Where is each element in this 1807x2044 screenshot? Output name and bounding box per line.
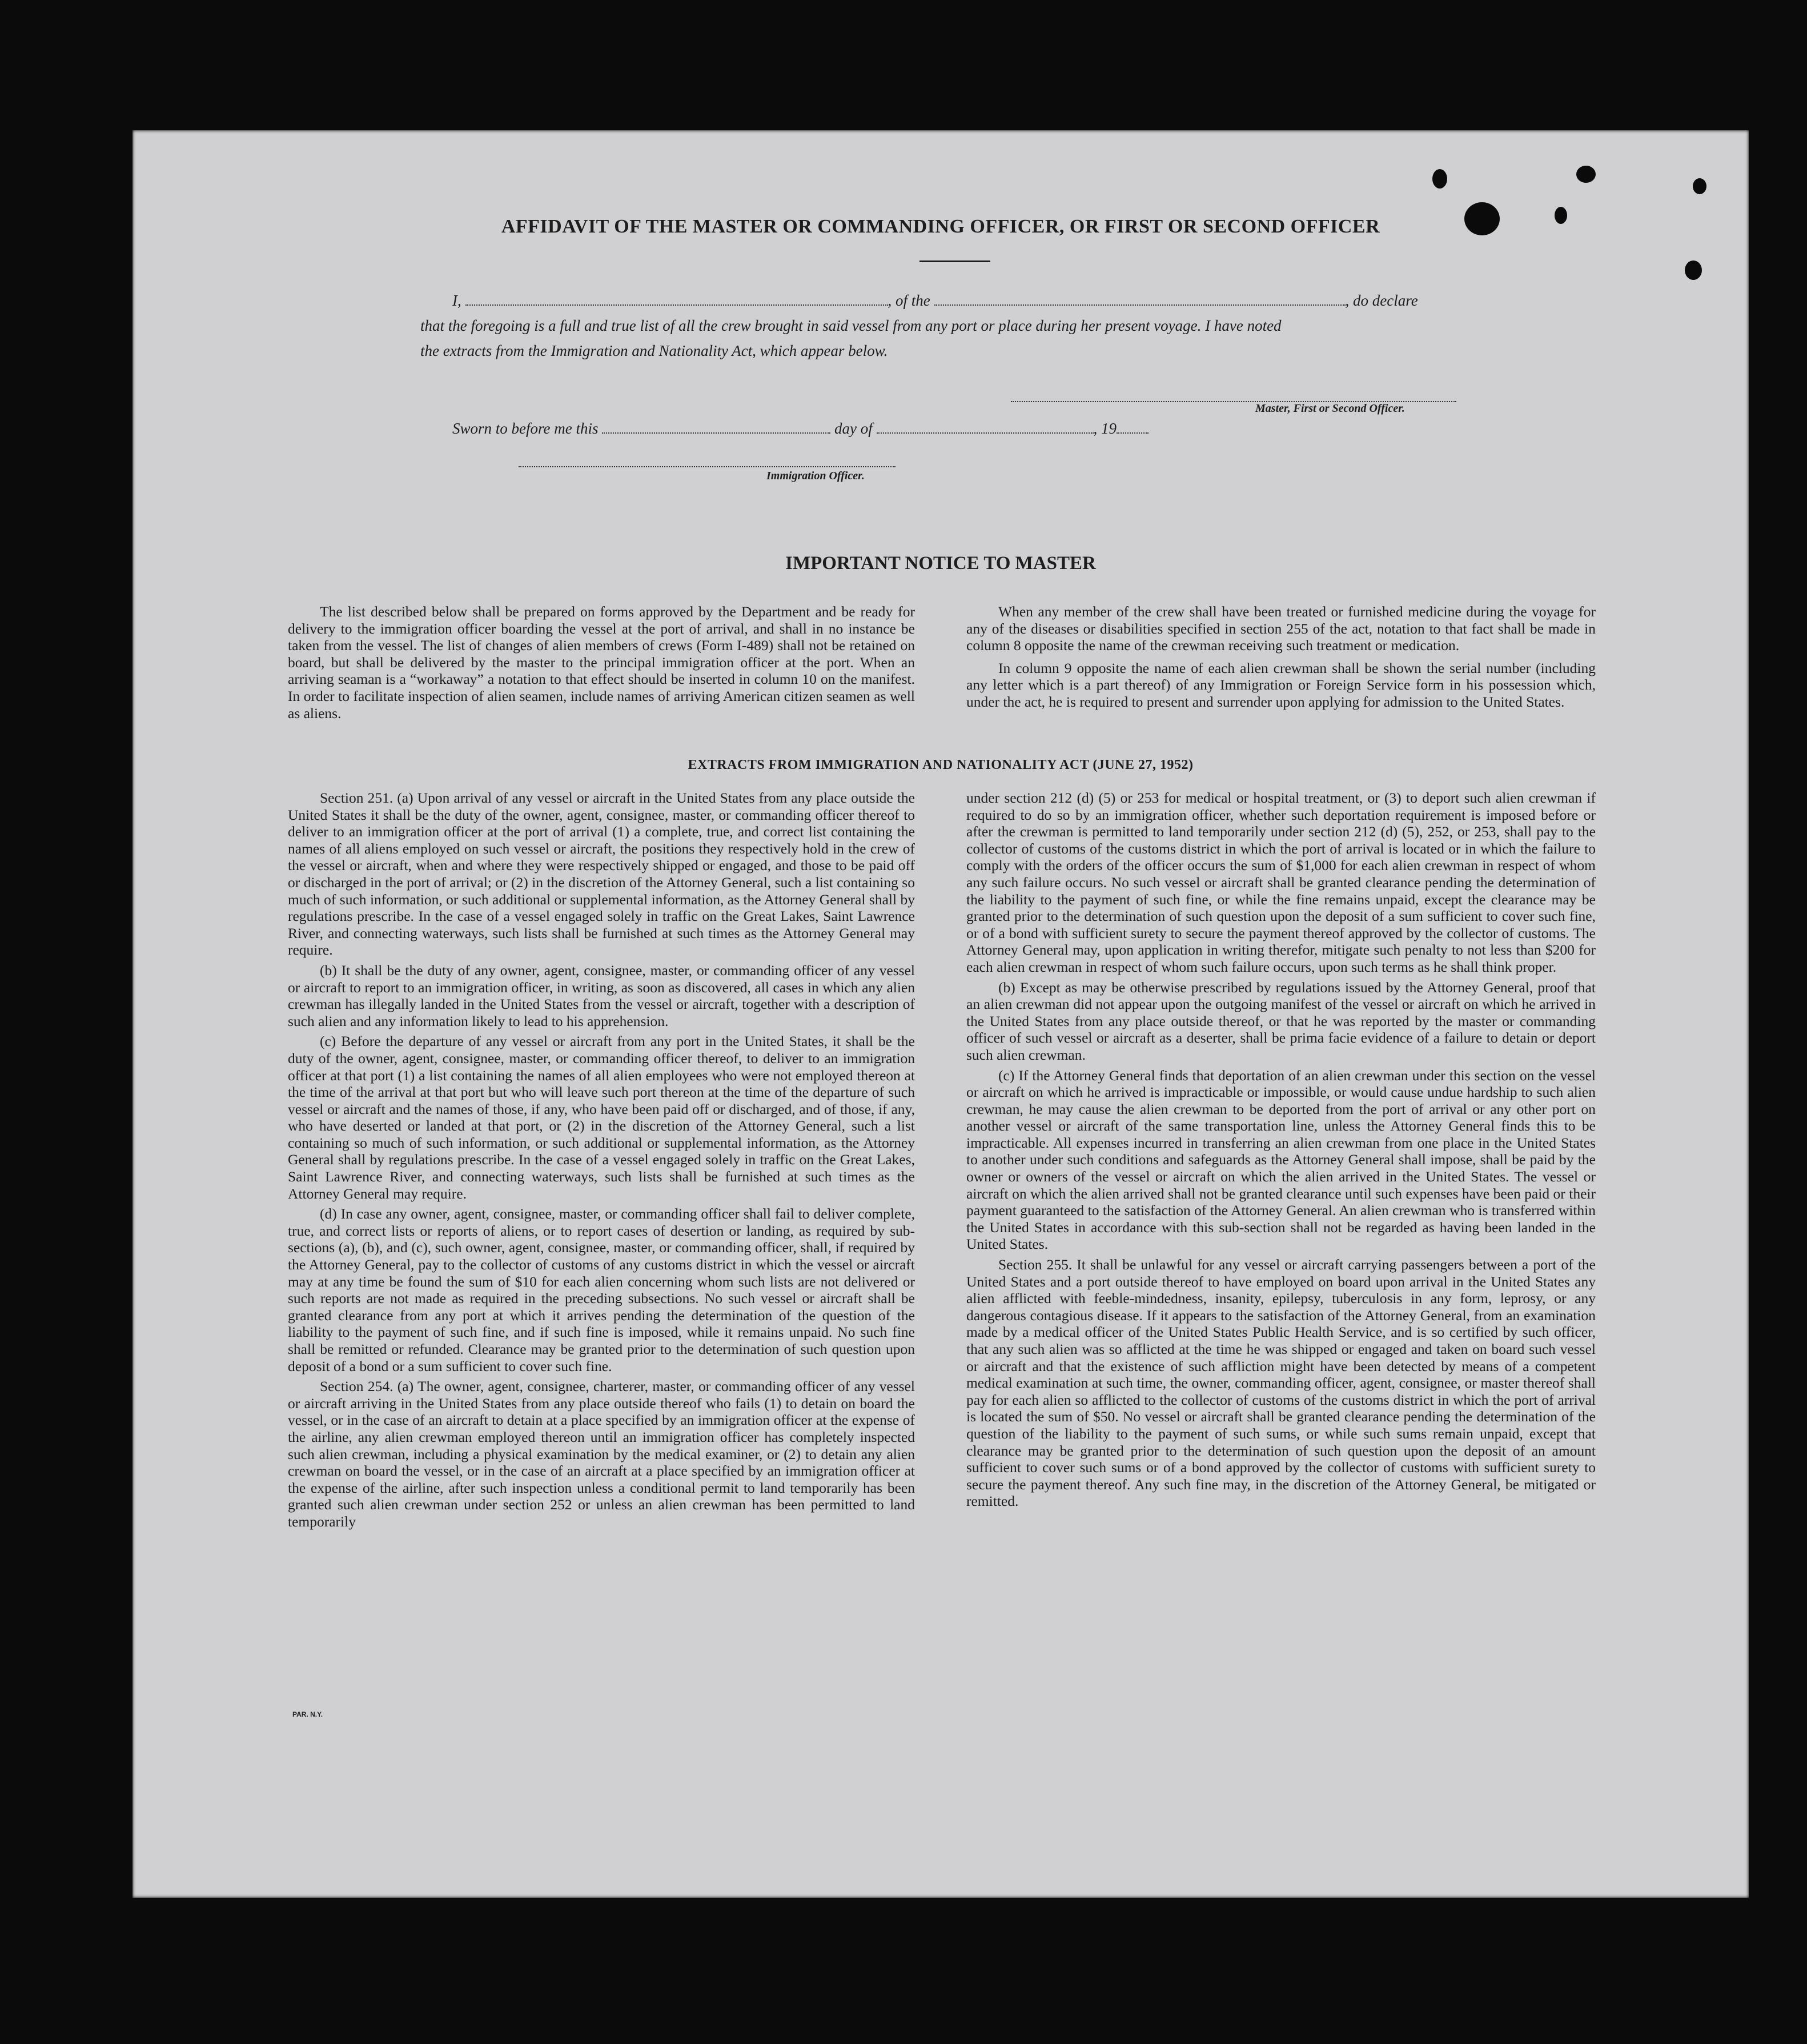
year-label: , 19: [1093, 420, 1117, 437]
sworn-line: [452, 416, 1149, 441]
section-paragraph: (b) Except as may be otherwise prescribed by regulations issued by the Attorney General, proof that an alien crewman did not appear upon the outgoing manifest of the vessel or aircraft on which he arrived in the United States from any place outside thereof, or that he was reported by the master or commanding officer of such vessel or aircraft as a deserter, shall be prima facie evidence of a failure to detain or deport such alien crewman.: [966, 979, 1596, 1063]
immigration-officer-line: [519, 460, 896, 467]
sworn-year-blank: [1117, 427, 1149, 434]
ink-spot: [1576, 166, 1596, 183]
day-of-label: day of: [834, 420, 873, 437]
notice-paragraph: In column 9 opposite the name of each alien crewman shall be shown the serial number (including any letter which is a part thereof) of any Immigration or Foreign Service form in his possession which, under the act, he is required to present and surrender upon applying for admission to the United States.: [966, 659, 1596, 710]
declaration-line-3: the extracts from the Immigration and Nationality Act, which appear below.: [420, 342, 888, 359]
extracts-left-column: [288, 789, 915, 1530]
section-paragraph: (c) Before the departure of any vessel or aircraft from any port in the United States, it shall be the duty of the owner, agent, consignee, master, or commanding officer thereof, to deliver to an immigration officer at that port (1) a list containing the names of all alien employees who were not employed thereon at the time of the arrival at that port but who will leave such port thereon at the time of the departure of such vessel or aircraft and the names of those, if any, who have been paid off or discharged, and of those, if any, who have deserted or landed at that port, or (2) in the discretion of the Attorney General, such a list containing so much of such information, or such additional or supplemental information, as the Attorney General shall by regulations prescribe. In the case of a vessel engaged solely in traffic on the Great Lakes, Saint Lawrence River, and connecting waterways, such lists shall be furnished at such times as the Attorney General may require.: [288, 1033, 915, 1202]
section-paragraph: under section 212 (d) (5) or 253 for medical or hospital treatment, or (3) to deport such alien crewman if required to do so by an immigration officer, whether such deportation requirement is imposed before or after the crewman is permitted to land temporarily under section 212 (d) (5), 252, or 253, shall pay to the collector of customs of the customs district in which the port of arrival is located or in which the failure to comply with the orders of the officer occurs the sum of $1,000 for each alien crewman in respect of whom any such failure occurs. No such vessel or aircraft shall be granted clearance pending the determination of the liability to the payment of such fine, or while the fine remains unpaid, except the clearance may be granted prior to the determination of such question upon the deposit of a sum sufficient to cover such fine, or of a bond with sufficient surety to secure the payment thereof approved by the collector of customs. The Attorney General may, upon application in writing therefor, mitigate such penalty to not less than $200 for each alien crewman in respect of whom such failure occurs, upon such terms as he shall think proper.: [966, 789, 1596, 975]
notice-paragraph: The list described below shall be prepared on forms approved by the Department and be ready for delivery to the immigration officer boarding the vessel at the port of arrival, and shall in no instance be taken from the vessel. The list of changes of alien members of crews (Form I-489) shall not be retained on board, but shall be delivered by the master to the principal immigration officer at the port. When an arriving seaman is a “workaway” a notation to that effect should be inserted in column 10 on the manifest. In order to facilitate inspection of alien seamen, include names of arriving American citizen seamen as well as aliens.: [288, 603, 915, 722]
sworn-label: Sworn to before me this: [452, 420, 599, 437]
ink-spot: [1432, 169, 1447, 189]
declare-label: , do declare: [1345, 292, 1418, 309]
section-paragraph: (c) If the Attorney General finds that deportation of an alien crewman under this section on the vessel or aircraft on which he arrived is impracticable or impossible, or would cause undue hardship to such alien crewman, he may cause the alien crewman to be deported from the port of arrival or any other port on another vessel or aircraft of the same transportation line, unless the Attorney General finds this to be impracticable. All expenses incurred in transferring an alien crewman from one place in the United States to another under such conditions and safeguards as the Attorney General shall impose, shall be paid by the owner or owners of the vessel or aircraft on which the alien arrived in the United States. The vessel or aircraft on which the alien arrived shall not be granted clearance until such expenses have been paid or their payment guaranteed to the satisfaction of the Attorney General. An alien crewman who is transferred within the United States in accordance with this sub-section shall not be regarded as having been landed in the United States.: [966, 1067, 1596, 1253]
section-paragraph: (d) In case any owner, agent, consignee, master, or commanding officer shall fail to deliver complete, true, and correct lists or reports of aliens, or to report cases of desertion or landing, as required by sub-sections (a), (b), and (c), such owner, agent, consignee, master, or commanding officer, shall, if required by the Attorney General, pay to the collector of customs of any customs district in which the vessel or aircraft may at any time be found the sum of $10 for each alien concerning whom such lists are not delivered or such reports are not made as required in the preceding subsections. No such vessel or aircraft shall be granted clearance from any port at which it arrives pending the determination of the question of the liability to the payment of such fine, and if such fine is imposed, while it remains unpaid. No such fine shall be remitted or refunded. Clearance may be granted prior to the determination of such question upon deposit of a bond or a sum sufficient to cover such fine.: [288, 1205, 915, 1374]
immigration-officer-caption: Immigration Officer.: [766, 470, 865, 482]
notice-title: IMPORTANT NOTICE TO MASTER: [785, 553, 1096, 574]
section-paragraph: Section 254. (a) The owner, agent, consignee, charterer, master, or commanding officer of any vessel or aircraft arriving in the United States from any place outside thereof who fails (1) to detain on board the vessel, or in the case of an aircraft to detain at a place specified by an immigration officer at the expense of the airline, any alien crewman employed thereon until an immigration officer has completely inspected such alien crewman, including a physical examination by the medical examiner, or (2) to detain any alien crewman on board the vessel, or in the case of an aircraft at a place specified by an immigration officer at the expense of the airline, after such inspection unless a conditional permit to land temporarily has been granted such alien crewman under section 252 or unless an alien crewman has been permitted to land temporarily: [288, 1378, 915, 1530]
declarant-label: I,: [452, 292, 461, 309]
section-paragraph: Section 251. (a) Upon arrival of any vessel or aircraft in the United States from any place outside the United States it shall be the duty of the owner, agent, consignee, master, or commanding officer thereof to deliver to an immigration officer at the port of arrival (1) a complete, true, and correct list containing the names of all aliens employed on such vessel or aircraft, the positions they respectively hold in the crew of the vessel or aircraft, when and where they were respectively shipped or engaged, and those to be paid off or discharged in the port of arrival; or (2) in the discretion of the Attorney General, such a list containing so much of such information, or such additional or supplemental information, as the Attorney General shall by regulations prescribe. In the case of a vessel engaged solely in traffic on the Great Lakes, Saint Lawrence River, and connecting waterways, such lists shall be furnished at such times as the Attorney General may require.: [288, 789, 915, 959]
vessel-name-blank: [934, 299, 1346, 306]
signature-line: [1011, 395, 1456, 402]
signature-caption: Master, First or Second Officer.: [1255, 402, 1405, 415]
affidavit-title: AFFIDAVIT OF THE MASTER OR COMMANDING OFFICER, OR FIRST OR SECOND OFFICER: [501, 216, 1380, 237]
notice-left-column: [288, 603, 915, 722]
declarant-name-blank: [465, 299, 888, 306]
section-paragraph: Section 255. It shall be unlawful for any vessel or aircraft carrying passengers between a port of the United States and a port outside thereof to have employed on board upon arrival in the United States any alien afflicted with feeble-mindedness, insanity, epilepsy, tuberculosis in any form, leprosy, or any dangerous contagious disease. If it appears to the satisfaction of the Attorney General, from an examination made by a medical officer of the United States Public Health Service, and is so certified by such officer, that any such alien was so afflicted at the time he was shipped or engaged and taken on board such vessel or aircraft and that the existence of such affliction might have been detected by means of a competent medical examination at such time, the owner, commanding officer, agent, consignee, or master thereof shall pay for each alien so afflicted to the collector of customs of the customs district in which the port of arrival is located the sum of $50. No vessel or aircraft shall be granted clearance pending the determination of the question of the liability to the payment of such sums, or while such sums remain unpaid, except that clearance may be granted prior to the determination of such question upon the deposit of an amount sufficient to cover such sums or of a bond approved by the collector of customs with sufficient surety to secure the payment thereof. Any such fine may, in the discretion of the Attorney General, be mitigated or remitted.: [966, 1256, 1596, 1510]
extracts-title: EXTRACTS FROM IMMIGRATION AND NATIONALITY ACT (JUNE 27, 1952): [688, 758, 1194, 772]
declaration-line-1: [452, 288, 1589, 313]
form-printer-code: PAR. N.Y.: [292, 1710, 323, 1718]
title-rule: [919, 260, 990, 262]
sworn-month-blank: [877, 427, 1094, 434]
notice-paragraph: When any member of the crew shall have been treated or furnished medicine during the voyage for any of the diseases or disabilities specified in section 255 of the act, notation to that fact shall be made in column 8 opposite the name of the crewman receiving such treatment or medication.: [966, 603, 1596, 654]
declaration-line-2: that the foregoing is a full and true list of all the crew brought in said vessel from any port or place during her present voyage. I have noted: [420, 317, 1282, 334]
ink-spot: [1685, 260, 1702, 280]
ink-spot: [1693, 178, 1706, 194]
section-paragraph: (b) It shall be the duty of any owner, agent, consignee, master, or commanding officer of any vessel or aircraft to report to an immigration officer, in writing, as soon as discovered, all cases in which any alien crewman has illegally landed in the United States from the vessel or aircraft, together with a description of such alien and any information likely to lead to his apprehension.: [288, 961, 915, 1029]
extracts-right-column: [966, 789, 1596, 1510]
vessel-label: , of the: [888, 292, 930, 309]
notice-right-column: [966, 603, 1596, 711]
sworn-day-blank: [602, 427, 830, 434]
document-page: [132, 130, 1749, 1898]
